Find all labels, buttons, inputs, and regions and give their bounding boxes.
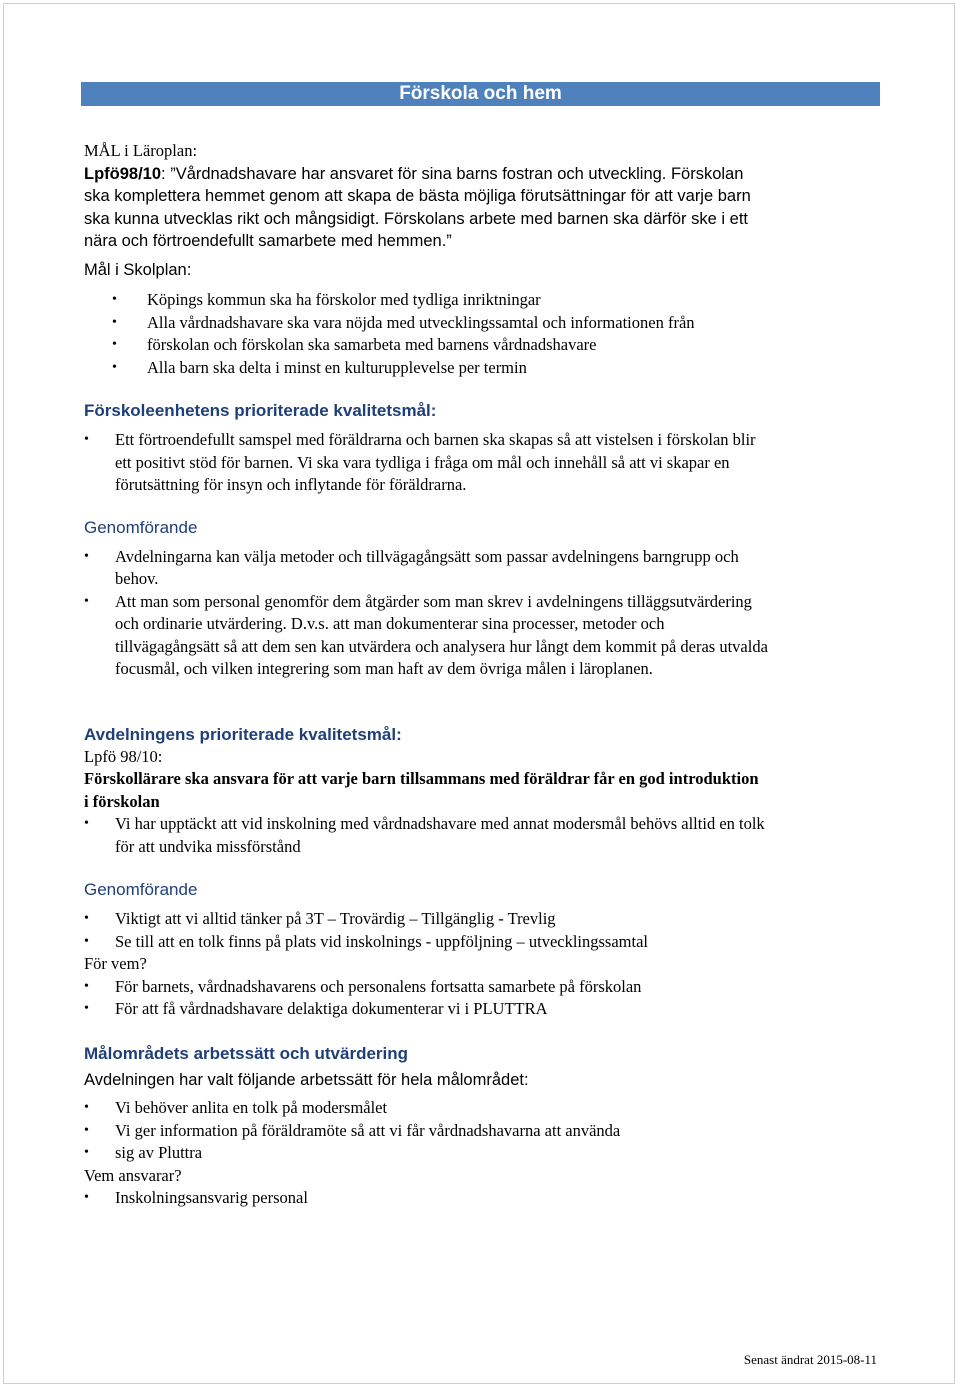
genomforande-list-2 [84,908,880,953]
vem-ansvarar-label: Vem ansvarar? [84,1165,182,1185]
avdelning-ref: Lpfö 98/10: [84,746,163,766]
list-item: • Vi har upptäckt att vid inskolning med vårdnadshavare med annat modersmål behövs alltid en tolk för att undvika missförstånd [84,814,765,856]
avdelning-bold-line-2: i förskolan [84,791,160,811]
bullet-icon: • [84,1145,89,1160]
bullet-icon: • [84,933,89,949]
list-item: • För att få vårdnadshavare delaktiga dokumenterar vi i PLUTTRA [84,998,880,1021]
list-item: • Att man som personal genomför dem åtgärder som man skrev i avdelningens tilläggsutvärdering och ordinarie utvärdering. D.v.s. att man dokumenterar sina processer, metoder och tillvägagångsätt så att dem sen kan utvärdera och analysera hur långt dem kommit på deras utvalda focusmål, och vilken integrering som man haft av dem övriga målen i läroplanen. [84,591,768,678]
forskoleenhet-list [84,429,880,497]
laroplan-line-1: Lpfö98/10: ”Vårdnadshavare har ansvaret för sina barns fostran och utveckling. Förskolan [84,164,744,183]
skolplan-label: Mål i Skolplan: [84,260,192,279]
list-item: • förskolan och förskolan ska samarbeta med barnens vårdnadshavare [84,334,880,357]
list-item: • Viktigt att vi alltid tänker på 3T – Trovärdig – Tillgänglig - Trevlig [84,908,880,931]
bullet-icon: • [112,292,117,307]
bullet-icon: • [112,337,117,352]
list-item: • För barnets, vårdnadshavarens och personalens fortsatta samarbete på förskolan [84,976,880,999]
genomforande-heading-1: Genomförande [84,517,198,537]
last-modified-footer: Senast ändrat 2015-08-11 [743,1352,877,1367]
bullet-icon: • [84,548,89,564]
vem-ansvarar-list [84,1187,880,1210]
laroplan-ref: Lpfö98/10 [84,164,162,183]
avdelning-bold-line-1: Förskollärare ska ansvara för att varje barn tillsammans med föräldrar får en god introduktion [84,769,759,788]
list-item: • Vi behöver anlita en tolk på modersmålet [84,1097,880,1120]
list-item: • Köpings kommun ska ha förskolor med tydliga inriktningar [84,289,880,312]
list-item: • Alla vårdnadshavare ska vara nöjda med utvecklingssamtal och informationen från [84,312,880,335]
list-item: • Inskolningsansvarig personal [84,1187,880,1210]
for-vem-label: För vem? [84,954,147,973]
laroplan-line-4: nära och förtroendefullt samarbete med hemmen.” [84,232,452,250]
laroplan-line-3: ska kunna utvecklas rikt och mångsidigt. Förskolans arbete med barnen ska därför ske i ett [84,209,748,228]
bullet-icon: • [84,1190,89,1205]
malomrade-intro: Avdelningen har valt följande arbetssätt för hela målområdet: [84,1070,529,1089]
bullet-icon: • [84,1122,89,1138]
for-vem-list [84,976,880,1021]
genomforande-heading-2: Genomförande [84,880,198,899]
avdelning-list [84,813,880,858]
laroplan-label: MÅL i Läroplan: [84,141,198,160]
bullet-icon: • [112,359,117,375]
list-item: • Se till att en tolk finns på plats vid inskolnings - uppföljning – utvecklingssamtal [84,931,880,954]
malomrade-heading: Målområdets arbetssätt och utvärdering [84,1043,409,1063]
bullet-icon: • [84,978,89,994]
bullet-icon: • [84,911,89,926]
bullet-icon: • [84,816,89,831]
list-item: • Vi ger information på föräldramöte så att vi får vårdnadshavarna att använda [84,1120,880,1143]
bullet-icon: • [84,432,89,447]
page-title: Förskola och hem [81,82,880,106]
bullet-icon: • [112,314,117,330]
laroplan-line-2: ska komplettera hemmet genom att skapa de bästa möjliga förutsättningar för att varje barn [84,187,751,205]
document-content [84,82,880,1210]
skolplan-list [84,289,880,379]
forskoleenhet-heading: Förskoleenhetens prioriterade kvalitetsmål: [84,401,437,420]
malomrade-list [84,1097,880,1165]
bullet-icon: • [84,1100,89,1115]
avdelning-heading: Avdelningens prioriterade kvalitetsmål: [84,724,402,744]
bullet-icon: • [84,593,89,609]
list-item: • Ett förtroendefullt samspel med föräldrarna och barnen ska skapas så att vistelsen i förskolan blir ett positivt stöd för barnen. Vi ska vara tydliga i fråga om mål och innehåll så att vi skapar en förutsättning för insyn och inflytande för föräldrarna. [84,430,756,494]
bullet-icon: • [84,1001,89,1016]
list-item: • sig av Pluttra [84,1142,880,1165]
list-item: • Avdelningarna kan välja metoder och tillvägagångsätt som passar avdelningens barngrupp och behov. [84,546,739,588]
genomforande-list-1 [84,546,880,681]
list-item: • Alla barn ska delta i minst en kulturupplevelse per termin [84,357,880,380]
